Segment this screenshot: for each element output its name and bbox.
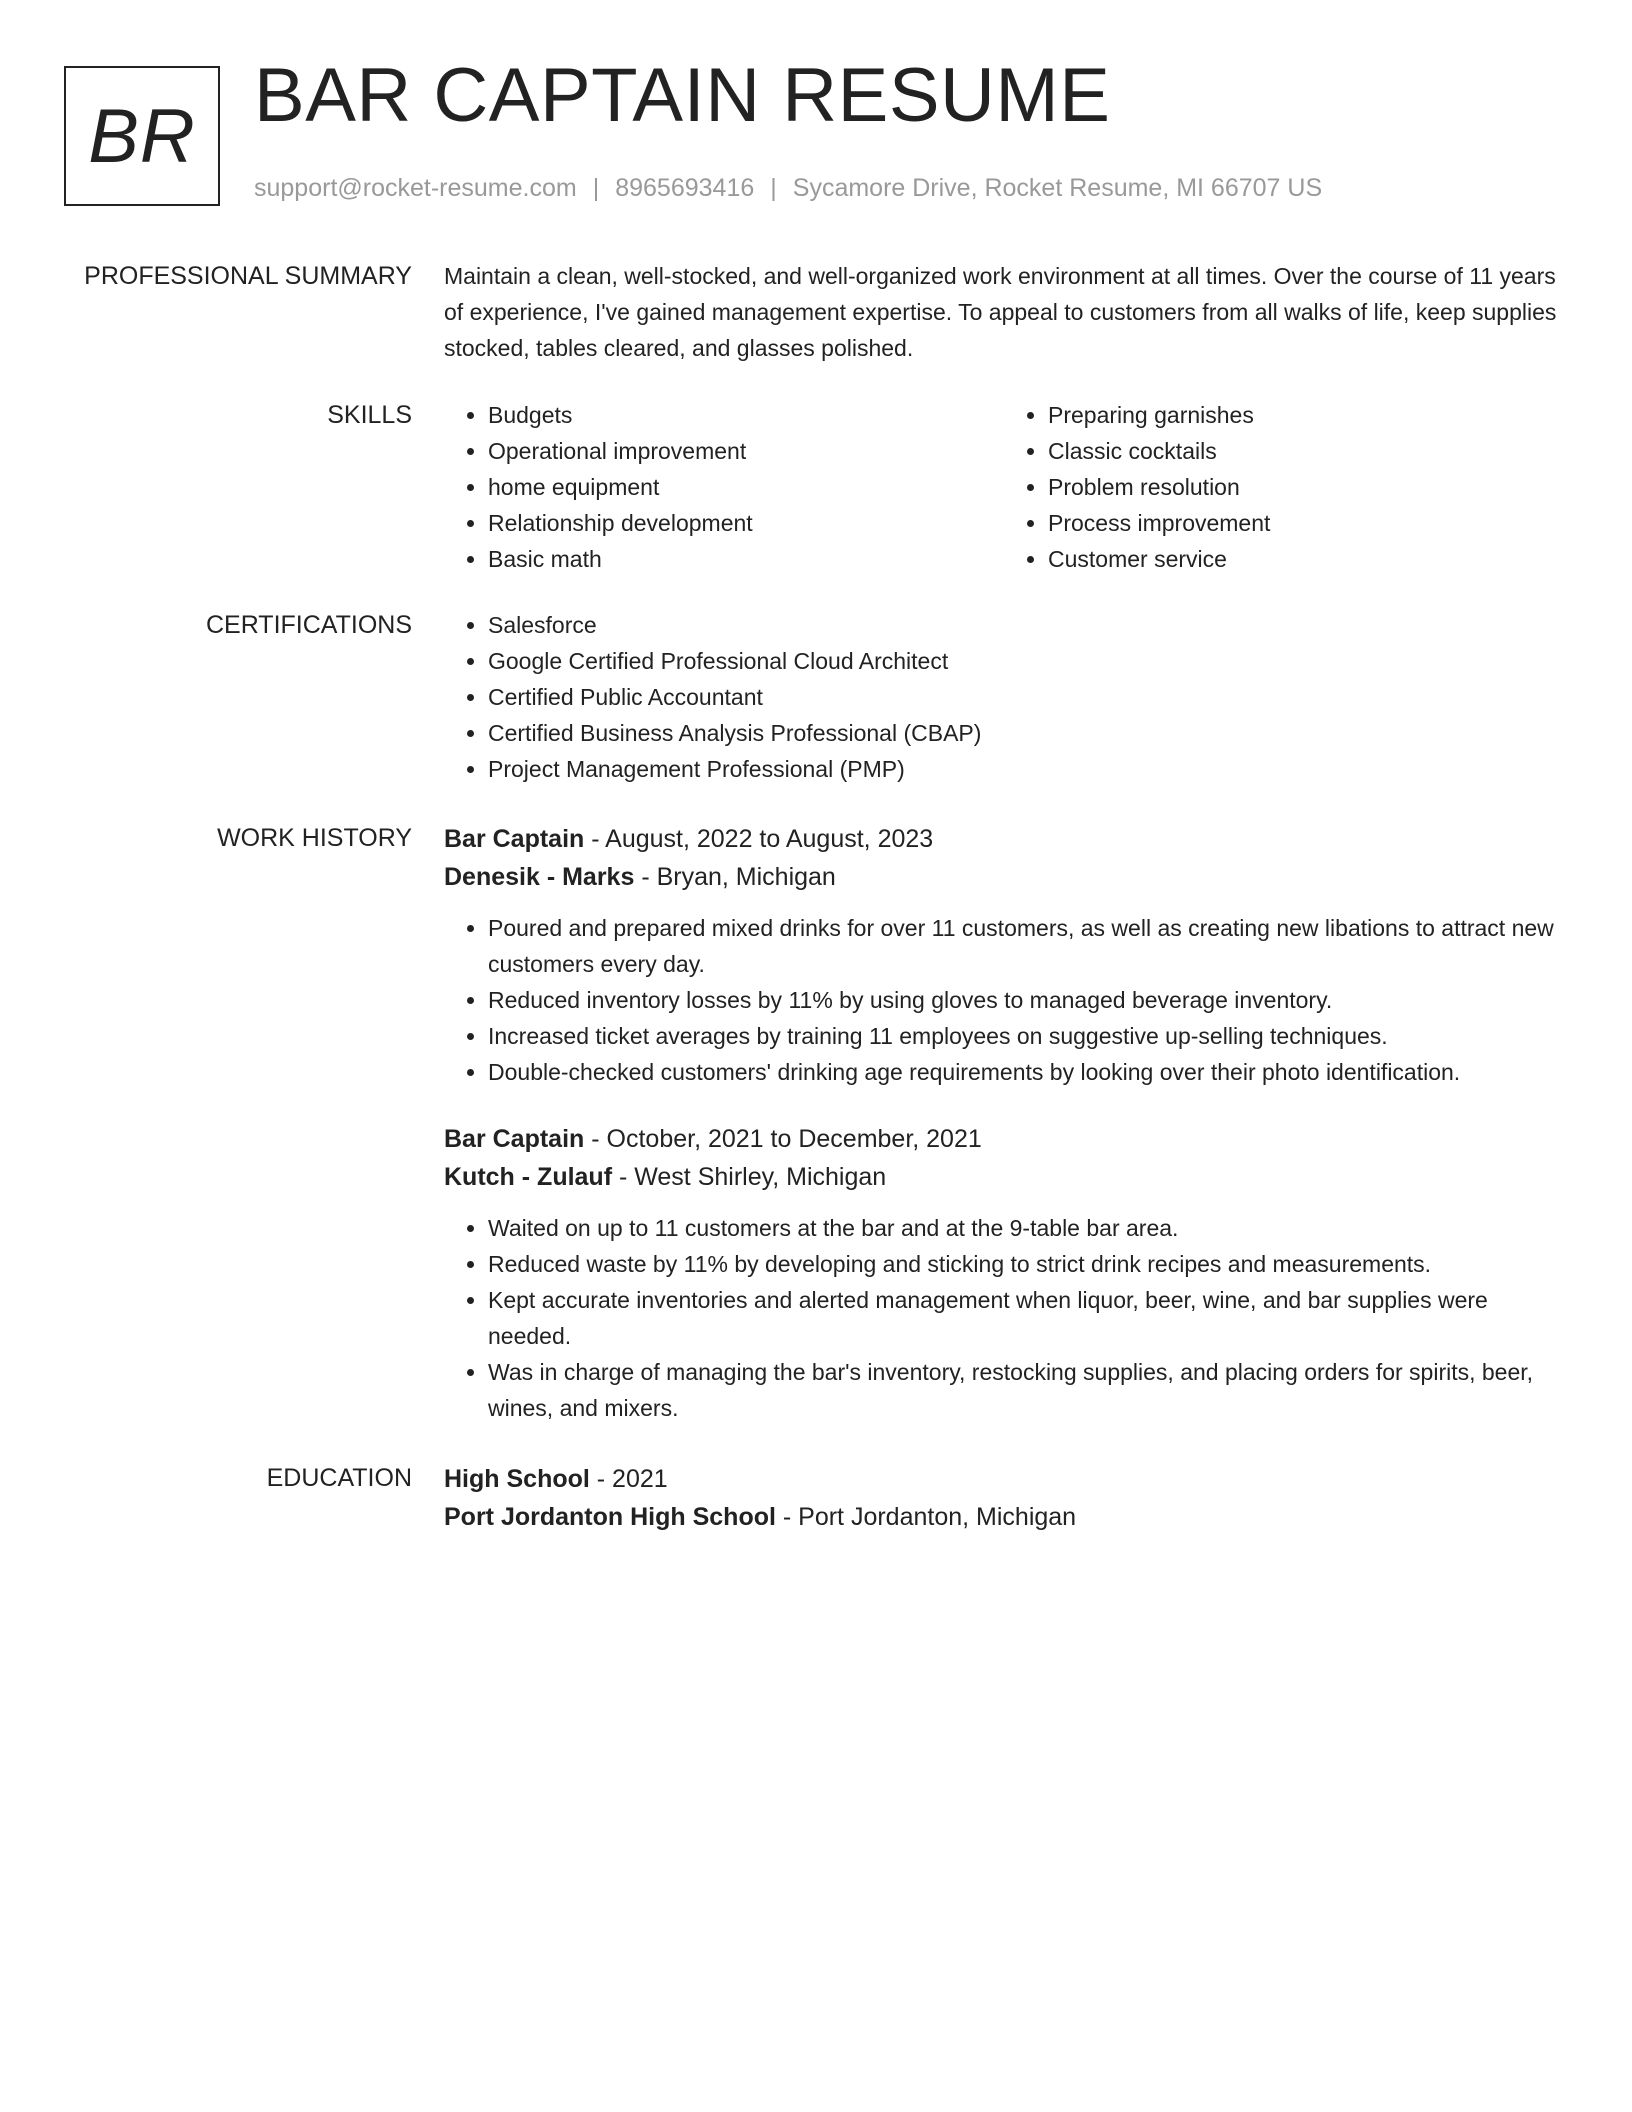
monogram-text: BR [88,93,196,179]
contact-separator: | [592,174,600,202]
skills-body [444,397,1564,577]
job-location: - West Shirley, Michigan [612,1163,887,1191]
job-dates: - October, 2021 to December, 2021 [584,1125,982,1153]
list-item: • Relationship development [488,505,1004,541]
list-item: • Basic math [488,541,1004,577]
list-item: • Classic cocktails [1048,433,1564,469]
list-item: • Certified Business Analysis Professional (CBAP) [488,715,1564,751]
job-title-line [444,820,1564,858]
contact-address: Sycamore Drive, Rocket Resume, MI 66707 US [792,174,1323,202]
job-company-line [444,1158,1564,1196]
certifications-body [444,607,1564,787]
list-item: • home equipment [488,469,1004,505]
contact-phone: 8965693416 [615,174,755,202]
education-heading: EDUCATION [266,1464,412,1492]
job-title: Bar Captain [444,1125,585,1153]
education-body [444,1460,1564,1536]
summary-text: Maintain a clean, well-stocked, and well-organized work environment at all times. Over the course of 11 years of experience, I've gained management expertise. To appeal to customers from all walks of life, keep supplies stocked, tables cleared, and glasses polished. [444,263,1557,361]
list-item: • Salesforce [488,607,1564,643]
skills-list-left [444,397,1004,577]
job-bullets [444,910,1564,1090]
list-item: • Kept accurate inventories and alerted management when liquor, beer, wine, and bar supplies were needed. [488,1282,1564,1354]
list-item: • Double-checked customers' drinking age requirements by looking over their photo identification. [488,1054,1564,1090]
list-item: • Google Certified Professional Cloud Architect [488,643,1564,679]
job-dates: - August, 2022 to August, 2023 [584,825,934,853]
job-company-line [444,858,1564,896]
list-item: • Was in charge of managing the bar's inventory, restocking supplies, and placing orders for spirits, beer, wines, and mixers. [488,1354,1564,1426]
certifications-heading: CERTIFICATIONS [205,611,412,639]
education-school: Port Jordanton High School [444,1503,776,1531]
education-degree: High School [444,1465,590,1493]
resume-title: BAR CAPTAIN RESUME [254,53,1111,138]
work-history-body [444,820,1564,1426]
list-item: • Certified Public Accountant [488,679,1564,715]
contact-line [254,174,1322,203]
job-bullets [444,1210,1564,1426]
work-history-heading: WORK HISTORY [217,824,412,852]
contact-email: support@rocket-resume.com [254,174,577,202]
list-item: • Increased ticket averages by training 11 employees on suggestive up-selling techniques. [488,1018,1564,1054]
job-title-line [444,1120,1564,1158]
list-item: • Preparing garnishes [1048,397,1564,433]
list-item: • Poured and prepared mixed drinks for over 11 customers, as well as creating new libations to attract new customers every day. [488,910,1564,982]
summary-body [444,258,1564,366]
job-entry [444,820,1564,1090]
job-company: Kutch - Zulauf [444,1163,613,1191]
list-item: • Reduced waste by 11% by developing and sticking to strict drink recipes and measurements. [488,1246,1564,1282]
list-item: • Reduced inventory losses by 11% by using gloves to managed beverage inventory. [488,982,1564,1018]
list-item: • Operational improvement [488,433,1004,469]
certifications-list [444,607,1564,787]
list-item: • Customer service [1048,541,1564,577]
education-school-line [444,1498,1564,1536]
list-item: • Budgets [488,397,1004,433]
education-year: - 2021 [589,1465,668,1493]
list-item: • Waited on up to 11 customers at the bar and at the 9-table bar area. [488,1210,1564,1246]
list-item: • Project Management Professional (PMP) [488,751,1564,787]
job-title: Bar Captain [444,825,585,853]
skills-heading: SKILLS [327,401,412,429]
job-company: Denesik - Marks [444,863,635,891]
list-item: • Process improvement [1048,505,1564,541]
monogram-box [64,66,220,206]
education-degree-line [444,1460,1564,1498]
summary-heading: PROFESSIONAL SUMMARY [84,262,412,290]
job-entry [444,1120,1564,1426]
list-item: • Problem resolution [1048,469,1564,505]
contact-separator: | [770,174,777,202]
education-location: - Port Jordanton, Michigan [775,1503,1077,1531]
skills-list-right [1004,397,1564,577]
job-location: - Bryan, Michigan [634,863,836,891]
